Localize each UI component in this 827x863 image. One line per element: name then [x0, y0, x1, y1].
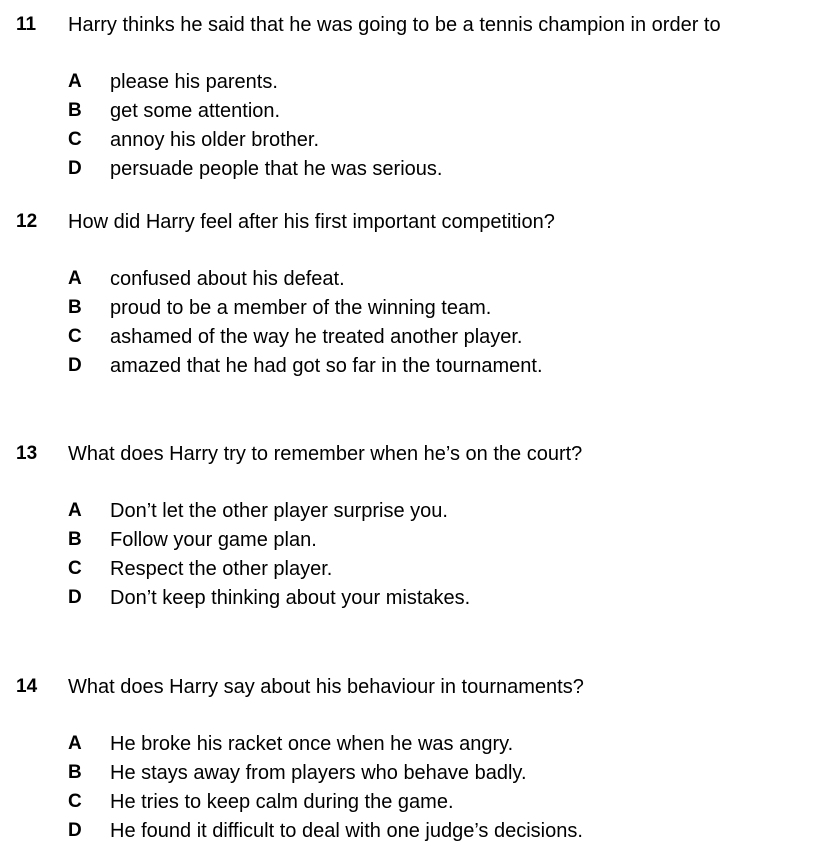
- option-text: confused about his defeat.: [110, 268, 345, 290]
- option-b: [0, 98, 827, 124]
- option-letter: A: [68, 733, 82, 754]
- option-text: proud to be a member of the winning team.: [110, 297, 492, 319]
- option-text: annoy his older brother.: [110, 129, 320, 151]
- option-a: [0, 266, 827, 292]
- question-header: [0, 441, 827, 467]
- question-text: Harry thinks he said that he was going to be a tennis champion in order to: [68, 14, 721, 36]
- option-text: Don’t keep thinking about your mistakes.: [110, 587, 471, 609]
- option-a: [0, 731, 827, 757]
- question-header: [0, 209, 827, 235]
- option-letter: C: [68, 558, 82, 579]
- option-text: please his parents.: [110, 71, 278, 93]
- option-text: amazed that he had got so far in the tournament.: [110, 355, 543, 377]
- option-letter: A: [68, 268, 82, 289]
- option-d: [0, 353, 827, 379]
- option-text: He found it difficult to deal with one judge’s decisions.: [110, 820, 583, 842]
- option-c: [0, 556, 827, 582]
- option-letter: C: [68, 129, 82, 150]
- option-letter: B: [68, 297, 82, 318]
- option-text: get some attention.: [110, 100, 281, 122]
- option-c: [0, 127, 827, 153]
- option-b: [0, 760, 827, 786]
- option-c: [0, 789, 827, 815]
- option-letter: C: [68, 326, 82, 347]
- option-letter: D: [68, 158, 82, 179]
- option-d: [0, 818, 827, 844]
- option-letter: B: [68, 762, 82, 783]
- question-text: What does Harry try to remember when he’s on the court?: [68, 443, 583, 465]
- option-letter: D: [68, 820, 82, 841]
- option-letter: B: [68, 529, 82, 550]
- option-text: He tries to keep calm during the game.: [110, 791, 454, 813]
- option-letter: D: [68, 355, 82, 376]
- option-text: persuade people that he was serious.: [110, 158, 443, 180]
- question-number: 12: [16, 211, 38, 232]
- option-d: [0, 156, 827, 182]
- option-text: Don’t let the other player surprise you.: [110, 500, 448, 522]
- option-text: ashamed of the way he treated another player.: [110, 326, 523, 348]
- question-number: 11: [16, 14, 37, 35]
- option-text: Follow your game plan.: [110, 529, 317, 551]
- option-letter: D: [68, 587, 82, 608]
- option-letter: A: [68, 71, 82, 92]
- option-text: He broke his racket once when he was angry.: [110, 733, 514, 755]
- option-a: [0, 69, 827, 95]
- option-text: Respect the other player.: [110, 558, 333, 580]
- question-number: 13: [16, 443, 38, 464]
- option-d: [0, 585, 827, 611]
- option-text: He stays away from players who behave badly.: [110, 762, 527, 784]
- question-number: 14: [16, 676, 38, 697]
- question-header: [0, 674, 827, 700]
- option-letter: C: [68, 791, 82, 812]
- option-letter: A: [68, 500, 82, 521]
- option-a: [0, 498, 827, 524]
- option-letter: B: [68, 100, 82, 121]
- question-header: [0, 12, 827, 38]
- question-text: How did Harry feel after his first important competition?: [68, 211, 555, 233]
- option-c: [0, 324, 827, 350]
- question-text: What does Harry say about his behaviour in tournaments?: [68, 676, 584, 698]
- option-b: [0, 295, 827, 321]
- option-b: [0, 527, 827, 553]
